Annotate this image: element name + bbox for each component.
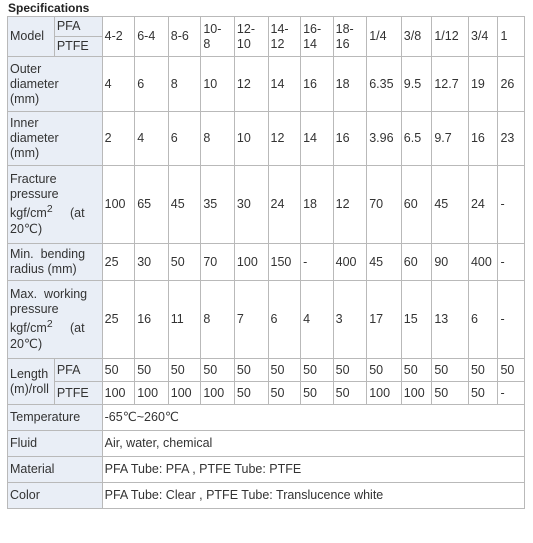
color-label: Color [8, 483, 103, 509]
outer-value: 19 [468, 57, 498, 112]
fracture-value: 45 [432, 166, 469, 244]
inner-value: 6 [168, 112, 201, 166]
length-ptfe-value: 100 [135, 382, 169, 405]
bending-value: 400 [468, 244, 498, 281]
inner-value: 9.7 [432, 112, 469, 166]
model-label: Model [8, 17, 55, 57]
inner-value: 16 [333, 112, 367, 166]
size-cell: 1 [498, 17, 525, 57]
outer-value: 10 [201, 57, 235, 112]
size-cell: 4-2 [102, 17, 135, 57]
outer-value: 12.7 [432, 57, 469, 112]
size-cell: 10- 8 [201, 17, 235, 57]
bending-radius-label: Min. bending radius (mm) [8, 244, 103, 281]
length-ptfe-value: 100 [102, 382, 135, 405]
length-pfa-value: 50 [498, 359, 525, 382]
fracture-pressure-label: Fracture pressure kgf/$cm^2$ (at 20℃) [8, 166, 103, 244]
fluid-row [8, 431, 525, 457]
outer-value: 4 [102, 57, 135, 112]
outer-value: 12 [234, 57, 268, 112]
length-ptfe-value: 50 [234, 382, 268, 405]
specifications-heading: Specifications [8, 1, 90, 15]
outer-value: 18 [333, 57, 367, 112]
outer-value: 26 [498, 57, 525, 112]
working-value: 17 [367, 281, 402, 359]
fracture-value: 60 [401, 166, 432, 244]
outer-value: 9.5 [401, 57, 432, 112]
length-pfa-value: 50 [168, 359, 201, 382]
working-value: 8 [201, 281, 235, 359]
outer-value: 14 [268, 57, 301, 112]
length-ptfe-value: 50 [468, 382, 498, 405]
bending-value: 90 [432, 244, 469, 281]
bending-value: 50 [168, 244, 201, 281]
bending-value: 400 [333, 244, 367, 281]
length-ptfe-value: - [498, 382, 525, 405]
outer-value: 6 [135, 57, 169, 112]
bending-value: 60 [401, 244, 432, 281]
size-cell: 12- 10 [234, 17, 268, 57]
inner-value: 14 [301, 112, 334, 166]
working-value: 6 [268, 281, 301, 359]
temperature-row [8, 405, 525, 431]
working-value: 3 [333, 281, 367, 359]
length-sub-ptfe: PTFE [54, 382, 102, 405]
fracture-value: 100 [102, 166, 135, 244]
fracture-value: 18 [301, 166, 334, 244]
color-value: PFA Tube: Clear , PTFE Tube: Translucence white [102, 483, 524, 509]
length-ptfe-value: 100 [367, 382, 402, 405]
bending-value: 150 [268, 244, 301, 281]
length-row-pfa [8, 359, 525, 382]
bending-value: 30 [135, 244, 169, 281]
material-row [8, 457, 525, 483]
size-cell: 6-4 [135, 17, 169, 57]
bending-value: 25 [102, 244, 135, 281]
size-cell: 16- 14 [301, 17, 334, 57]
length-pfa-value: 50 [333, 359, 367, 382]
working-value: 4 [301, 281, 334, 359]
length-pfa-value: 50 [201, 359, 235, 382]
working-value: 7 [234, 281, 268, 359]
working-value: 13 [432, 281, 469, 359]
model-sub-ptfe: PTFE [54, 37, 102, 57]
bending-value: 45 [367, 244, 402, 281]
length-pfa-value: 50 [268, 359, 301, 382]
inner-value: 16 [468, 112, 498, 166]
working-pressure-row [8, 281, 525, 359]
outer-diameter-row [8, 57, 525, 112]
inner-value: 2 [102, 112, 135, 166]
length-pfa-value: 50 [102, 359, 135, 382]
working-value: - [498, 281, 525, 359]
working-value: 6 [468, 281, 498, 359]
working-value: 25 [102, 281, 135, 359]
working-value: 11 [168, 281, 201, 359]
inner-value: 8 [201, 112, 235, 166]
fracture-value: - [498, 166, 525, 244]
length-row-ptfe [8, 382, 525, 405]
temperature-label: Temperature [8, 405, 103, 431]
length-label: Length (m)/roll [8, 359, 55, 405]
length-pfa-value: 50 [234, 359, 268, 382]
bending-value: - [498, 244, 525, 281]
model-sub-pfa: PFA [54, 17, 102, 37]
fluid-label: Fluid [8, 431, 103, 457]
model-row-pfa [8, 17, 525, 37]
bending-radius-row [8, 244, 525, 281]
fracture-value: 65 [135, 166, 169, 244]
length-ptfe-value: 50 [301, 382, 334, 405]
working-value: 16 [135, 281, 169, 359]
inner-value: 3.96 [367, 112, 402, 166]
length-pfa-value: 50 [401, 359, 432, 382]
length-ptfe-value: 50 [333, 382, 367, 405]
size-cell: 18- 16 [333, 17, 367, 57]
working-pressure-label: Max. working pressure kgf/$cm^2$ (at 20℃) [8, 281, 103, 359]
inner-value: 6.5 [401, 112, 432, 166]
length-pfa-value: 50 [301, 359, 334, 382]
fluid-value: Air, water, chemical [102, 431, 524, 457]
material-label: Material [8, 457, 103, 483]
length-ptfe-value: 100 [201, 382, 235, 405]
length-pfa-value: 50 [367, 359, 402, 382]
temperature-value: -65℃~260℃ [102, 405, 524, 431]
fracture-value: 35 [201, 166, 235, 244]
outer-diameter-label: Outer diameter (mm) [8, 57, 103, 112]
outer-value: 6.35 [367, 57, 402, 112]
length-ptfe-value: 50 [268, 382, 301, 405]
fracture-value: 24 [468, 166, 498, 244]
length-sub-pfa: PFA [54, 359, 102, 382]
inner-diameter-label: Inner diameter (mm) [8, 112, 103, 166]
size-cell: 3/8 [401, 17, 432, 57]
size-cell: 8-6 [168, 17, 201, 57]
length-pfa-value: 50 [432, 359, 469, 382]
inner-value: 23 [498, 112, 525, 166]
fracture-value: 24 [268, 166, 301, 244]
material-value: PFA Tube: PFA , PTFE Tube: PTFE [102, 457, 524, 483]
length-ptfe-value: 100 [168, 382, 201, 405]
size-cell: 1/4 [367, 17, 402, 57]
inner-value: 12 [268, 112, 301, 166]
outer-value: 8 [168, 57, 201, 112]
fracture-pressure-row [8, 166, 525, 244]
size-cell: 1/12 [432, 17, 469, 57]
bending-value: 70 [201, 244, 235, 281]
bending-value: - [301, 244, 334, 281]
bending-value: 100 [234, 244, 268, 281]
length-pfa-value: 50 [468, 359, 498, 382]
fracture-value: 70 [367, 166, 402, 244]
length-ptfe-value: 100 [401, 382, 432, 405]
fracture-value: 30 [234, 166, 268, 244]
fracture-value: 12 [333, 166, 367, 244]
fracture-value: 45 [168, 166, 201, 244]
working-value: 15 [401, 281, 432, 359]
specifications-table [7, 16, 525, 509]
inner-value: 4 [135, 112, 169, 166]
color-row [8, 483, 525, 509]
length-ptfe-value: 50 [432, 382, 469, 405]
outer-value: 16 [301, 57, 334, 112]
inner-diameter-row [8, 112, 525, 166]
length-pfa-value: 50 [135, 359, 169, 382]
inner-value: 10 [234, 112, 268, 166]
size-cell: 14- 12 [268, 17, 301, 57]
size-cell: 3/4 [468, 17, 498, 57]
